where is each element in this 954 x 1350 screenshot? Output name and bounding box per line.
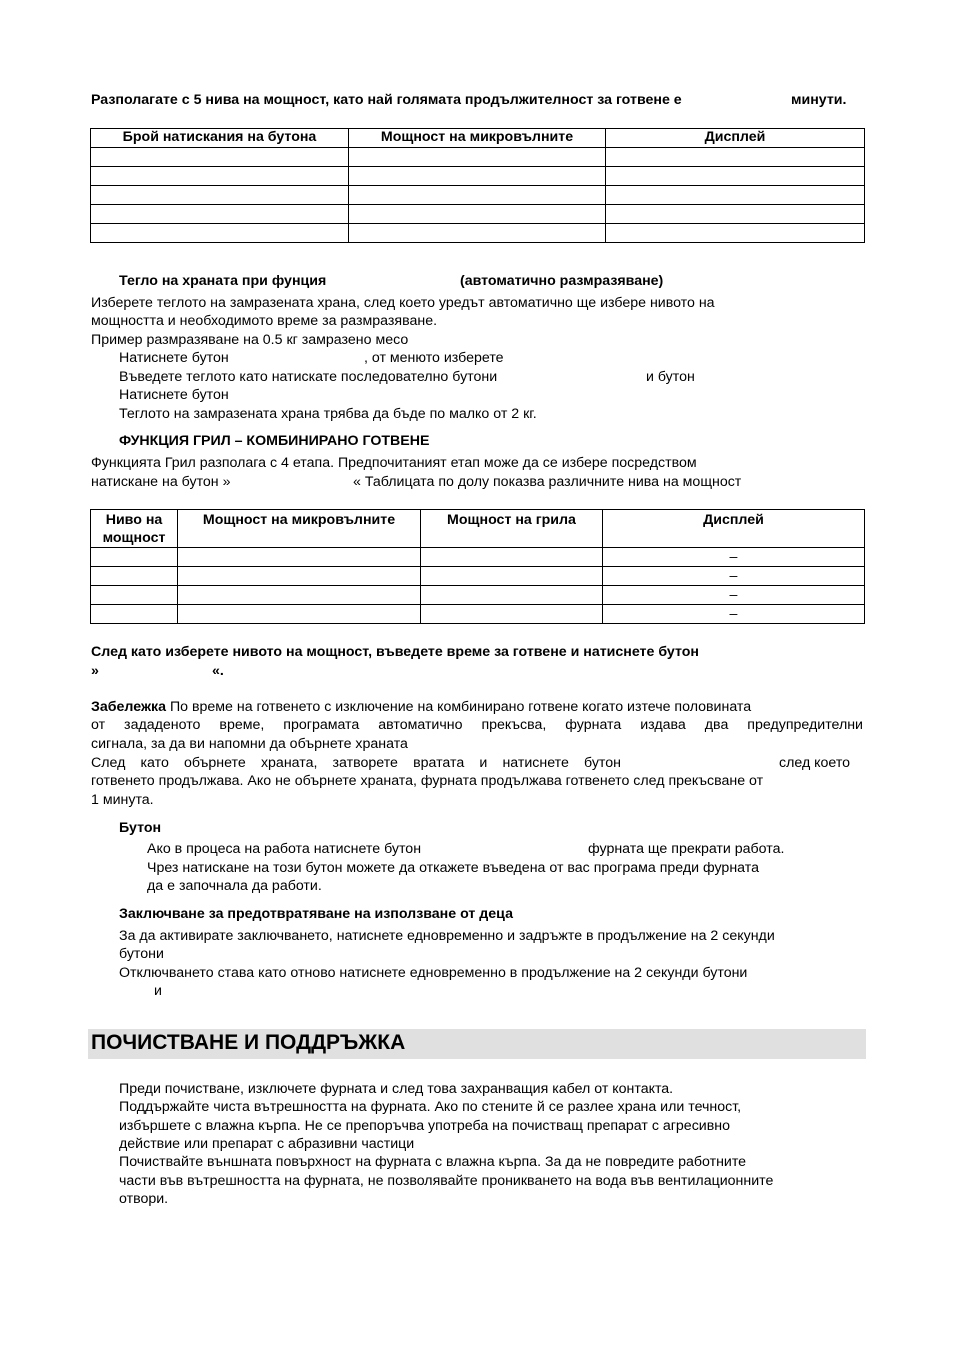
table-row: – — [91, 586, 865, 605]
table2-header-level: Ниво на мощност — [91, 510, 178, 548]
remark-line: 1 минута. — [91, 792, 154, 808]
table-row — [91, 186, 865, 205]
after-line: » — [91, 663, 99, 679]
cleaning-line: Преди почистване, изключете фурната и след това захранващия кабел от контакта. — [119, 1081, 674, 1097]
cleaning-line: Поддържайте чиста вътрешността на фурната. Ако по стените й се разлее храна или течност, — [119, 1099, 742, 1115]
after-line: След като изберете нивото на мощност, въведете време за готвене и натиснете бутон — [91, 644, 699, 660]
defrost-example: Пример размразяване на 0.5 кг замразено месо — [91, 332, 409, 348]
lock-line: За да активирате заключването, натиснете едновременно и задръжте в продължение на 2 секунди — [119, 928, 775, 944]
table-row — [91, 167, 865, 186]
remark-line: След като обърнете храната, затворете вратата и натиснете бутон — [91, 755, 621, 771]
button-line: Ако в процеса на работа натиснете бутон — [147, 841, 422, 857]
table2-header-microwave: Мощност на микровълните — [178, 510, 421, 548]
defrost-step: Въведете теглото като натискате последователно бутони — [119, 369, 498, 385]
after-line: «. — [212, 663, 224, 679]
grill-paragraph-line: натискане на бутон » — [91, 474, 231, 490]
table-row: – — [91, 548, 865, 567]
lock-line: и — [154, 983, 162, 999]
intro-line: Разполагате с 5 нива на мощност, като най голямата продължителност за готвене е — [91, 92, 682, 108]
defrost-note: Теглото на замразената храна трябва да бъде по малко от 2 кг. — [119, 406, 537, 422]
cleaning-line: избършете с влажна кърпа. Не се препоръчва употреба на почистващ препарат с агресивно — [119, 1118, 730, 1134]
lock-line: Отключването става като отново натиснете едновременно в продължение на 2 секунди бутони — [119, 965, 748, 981]
table-row: – — [91, 567, 865, 586]
lock-heading: Заключване за предотвратяване на използване от деца — [119, 906, 513, 922]
cleaning-line: действие или препарат с абразивни частици — [119, 1136, 415, 1152]
cleaning-line: отвори. — [119, 1191, 169, 1207]
button-heading: Бутон — [119, 820, 162, 836]
table2-header-grill: Мощност на грила — [421, 510, 603, 548]
table1-header-display: Дисплей — [606, 129, 865, 148]
lock-line: бутони — [119, 946, 164, 962]
button-line: Чрез натискане на този бутон можете да откажете въведена от вас програма преди фурната — [147, 860, 759, 876]
defrost-step: и бутон — [646, 369, 695, 385]
remark-label: Забележка — [91, 699, 167, 715]
table-row — [91, 148, 865, 167]
grill-heading: ФУНКЦИЯ ГРИЛ – КОМБИНИРАНО ГОТВЕНЕ — [119, 433, 430, 449]
table-row — [91, 224, 865, 243]
remark-line: Забележка По време на готвенето с изключение на комбинирано готвене когато изтече половината — [91, 699, 752, 715]
remark-line: готвенето продължава. Ако не обърнете храната, фурната продължава готвенето след прекъсване от — [91, 773, 764, 789]
defrost-step: , от менюто изберете — [364, 350, 504, 366]
defrost-paragraph-line: Изберете теглото на замразената храна, след което уредът автоматично ще избере нивото на — [91, 295, 715, 311]
cleaning-line: части във вътрешността на фурната, не позволявайте проникването на вода във вентилационните — [119, 1173, 774, 1189]
section-title-cleaning: ПОЧИСТВАНЕ И ПОДДРЪЖКА — [91, 1031, 406, 1054]
cleaning-line: Почиствайте външната повърхност на фурната с влажна кърпа. За да не повредите работните — [119, 1154, 747, 1170]
table1-header-presses: Брой натискания на бутона — [91, 129, 349, 148]
button-line: фурната ще прекрати работа. — [588, 841, 785, 857]
remark-line: сигнала, за да ви напомни да обърнете храната — [91, 736, 408, 752]
defrost-step: Натиснете бутон — [119, 387, 229, 403]
defrost-heading-left: Тегло на храната при фунция — [119, 273, 327, 289]
grill-paragraph-line: « Таблицата по долу показва различните нива на мощност — [353, 474, 742, 490]
grill-paragraph-line: Функцията Грил разполага с 4 етапа. Предпочитаният етап може да се избере посредством — [91, 455, 697, 471]
button-line: да е започнала да работи. — [147, 878, 322, 894]
defrost-paragraph-line: мощността и необходимото време за размразяване. — [91, 313, 438, 329]
intro-suffix: минути. — [791, 92, 847, 108]
table1-header-microwave: Мощност на микровълните — [349, 129, 606, 148]
power-levels-table — [90, 128, 865, 243]
defrost-step: Натиснете бутон — [119, 350, 229, 366]
table-row: – — [91, 605, 865, 624]
remark-line: след което — [779, 755, 851, 771]
grill-levels-table — [90, 509, 865, 624]
table-row — [91, 205, 865, 224]
defrost-heading-right: (автоматично размразяване) — [460, 273, 664, 289]
remark-line: от зададеното време, програмата автоматично прекъсва, фурната издава два предупредителни — [91, 717, 863, 733]
table2-header-display: Дисплей — [603, 510, 865, 548]
